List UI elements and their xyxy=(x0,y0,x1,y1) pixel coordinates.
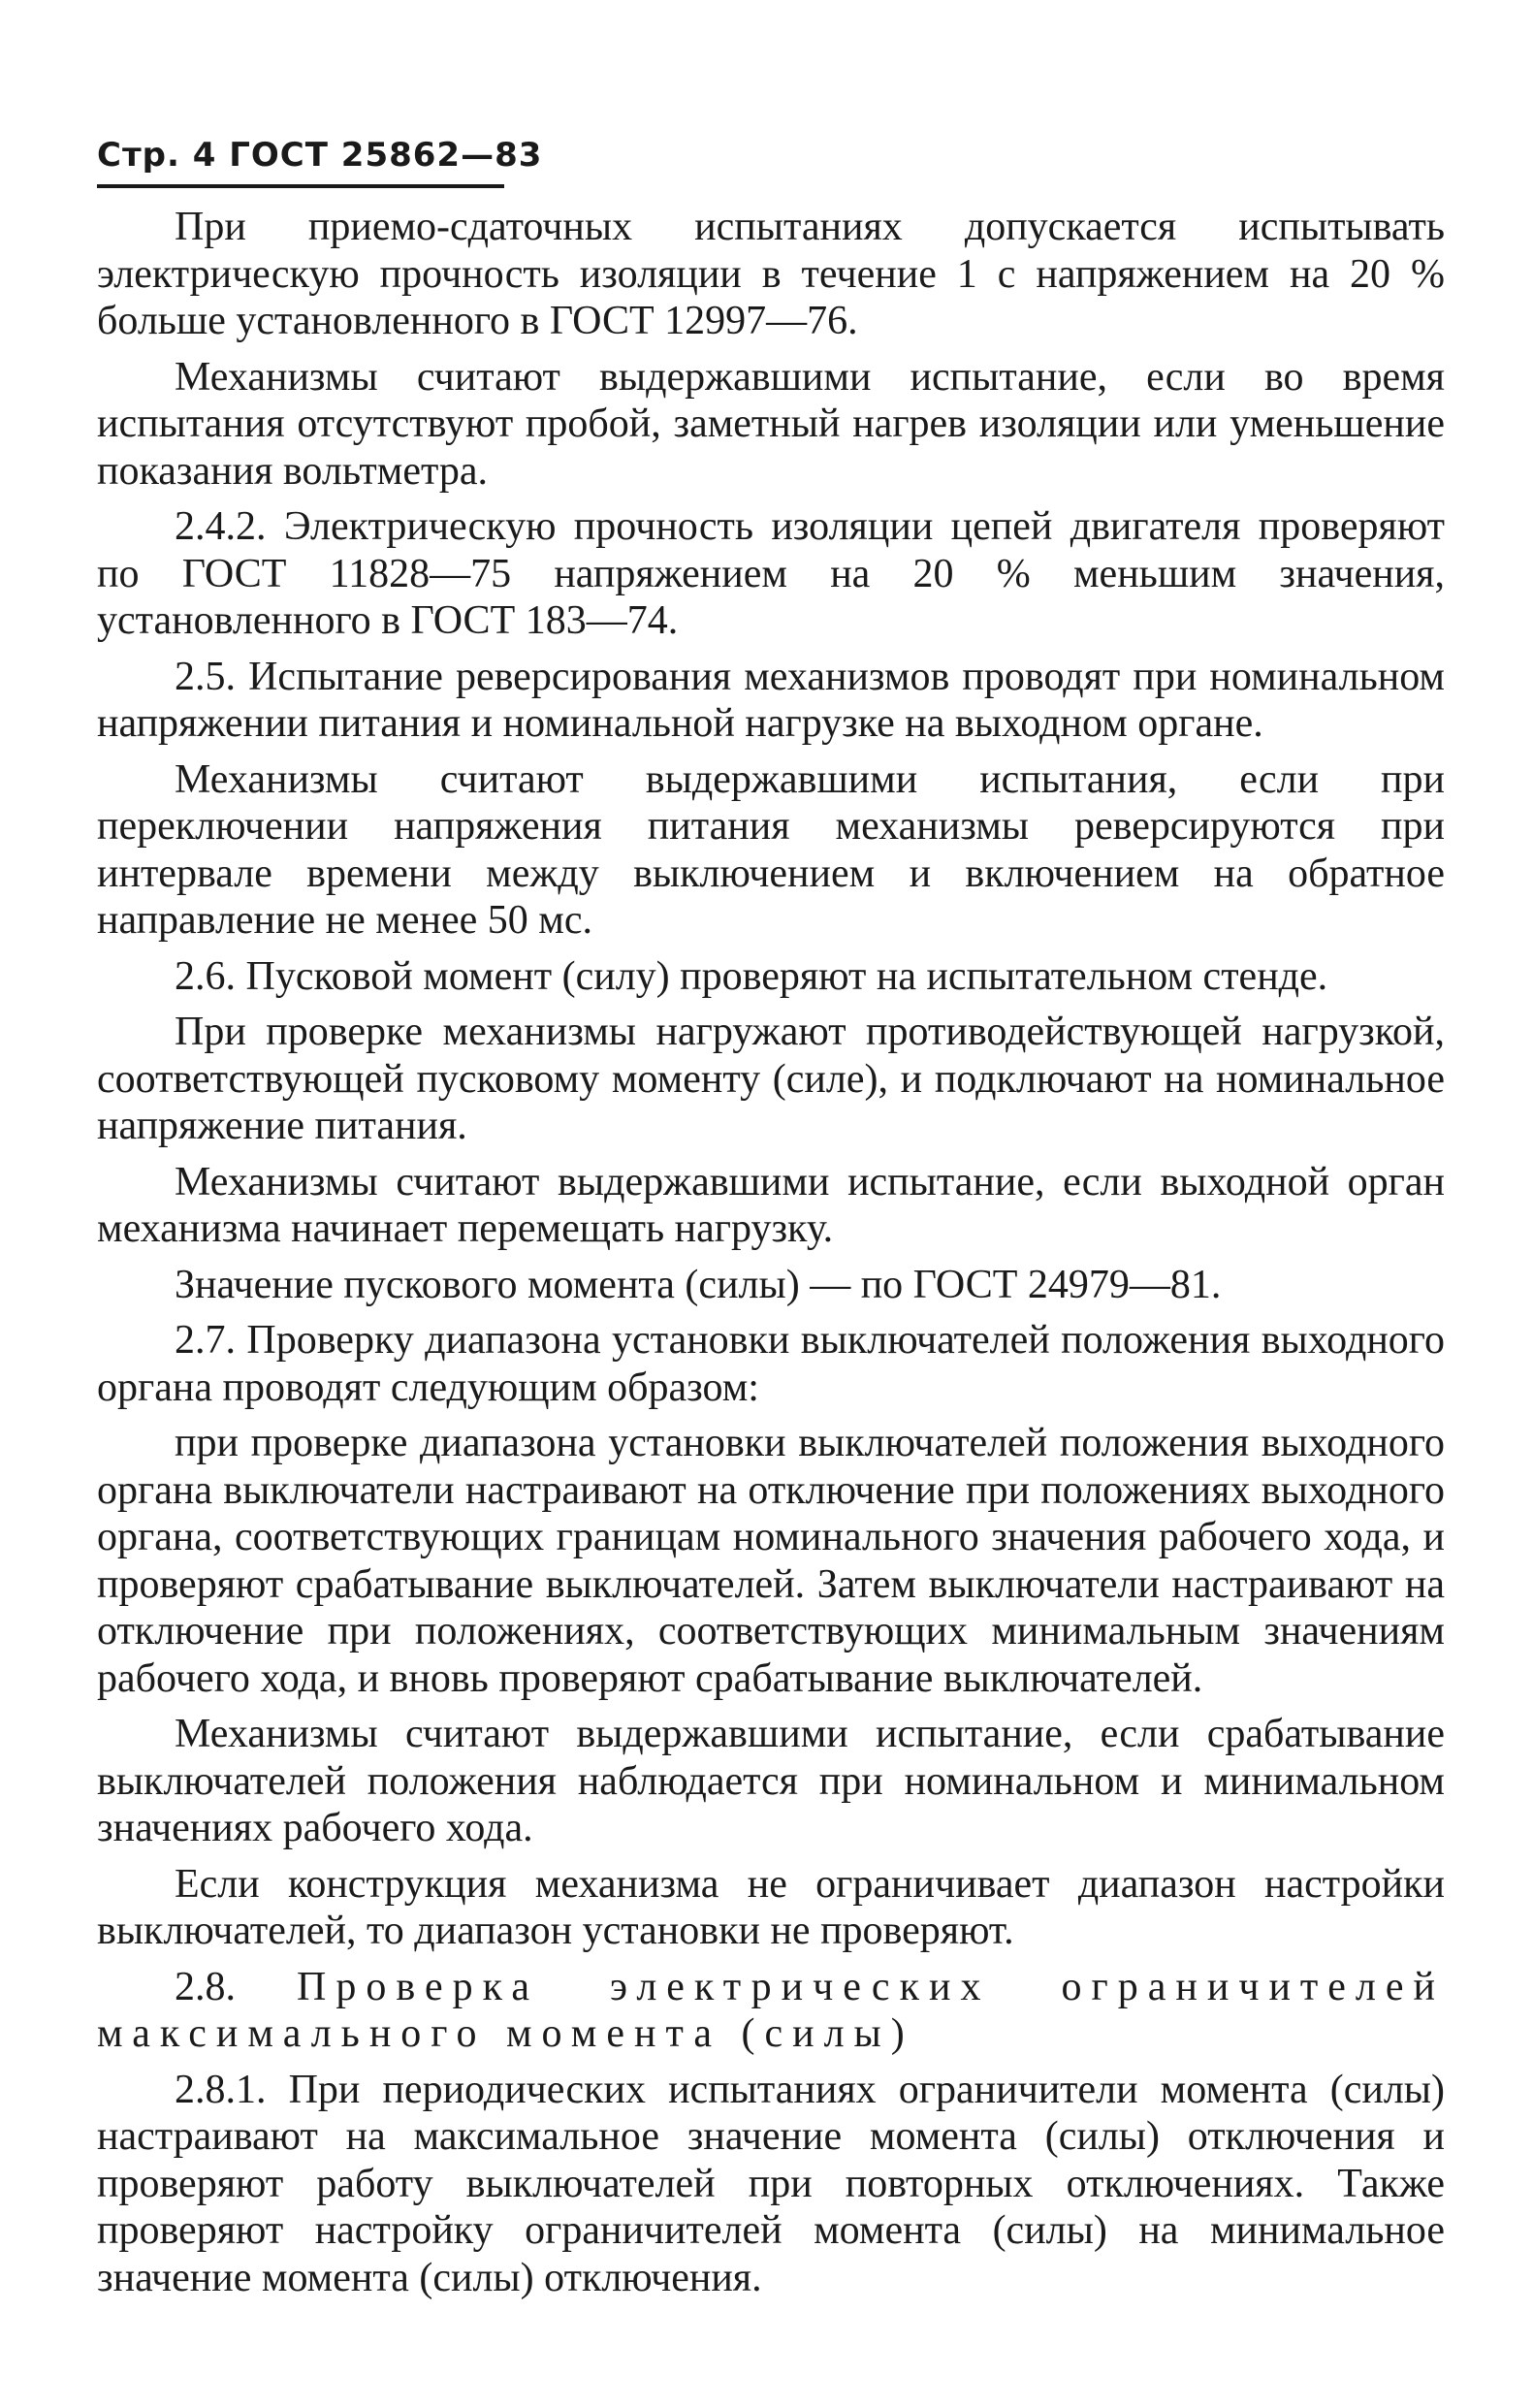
page-header: Стр. 4 ГОСТ 25862—83 xyxy=(97,136,543,175)
paragraph: 2.4.2. Электрическую прочность изоляции цепей двигателя проверяют по ГОСТ 11828—75 напряжением на 20 % меньшим значения, установленного в ГОСТ 183—74. xyxy=(97,504,1445,643)
paragraph-2-8-1: 2.8.1. При периодических испытаниях ограничители момента (силы) настраивают на максимальное значение момента (силы) отключения и проверяют работу выключателей при повторных отключениях. Также проверяют настройку ограничителей момента (силы) на минимальное значение момента (силы) отключения. xyxy=(97,2067,1445,2300)
document-body xyxy=(97,204,1445,2310)
paragraph: Механизмы считают выдержавшими испытание, если выходной орган механизма начинает перемещать нагрузку. xyxy=(97,1159,1445,1251)
paragraph: Механизмы считают выдержавшими испытание, если во время испытания отсутствуют пробой, заметный нагрев изоляции или уменьшение показания вольтметра. xyxy=(97,354,1445,494)
paragraph: Если конструкция механизма не ограничивает диапазон настройки выключателей, то диапазон установки не проверяют. xyxy=(97,1861,1445,1953)
paragraph: Механизмы считают выдержавшими испытание, если срабатывание выключателей положения наблюдается при номинальном и минимальном значениях рабочего хода. xyxy=(97,1712,1445,1850)
paragraph: 2.7. Проверку диапазона установки выключателей положения выходного органа проводят следующим образом: xyxy=(97,1318,1445,1410)
header-rule xyxy=(97,184,504,188)
section-number: 2.8. xyxy=(175,1964,236,2009)
paragraph: При проверке механизмы нагружают противодействующей нагрузкой, соответствующей пусковому моменту (силе), и подключают на номинальное напряжение питания. xyxy=(97,1010,1445,1148)
paragraph: при проверке диапазона установки выключателей положения выходного органа выключатели настраивают на отключение при положениях выходного органа, соответствующих границам номинального значения рабочего хода, и проверяют срабатывание выключателей. Затем выключатели настраивают на отключение при положениях, соответствующих минимальным значениям рабочего хода, и вновь проверяют срабатывание выключателей. xyxy=(97,1421,1445,1701)
paragraph: Механизмы считают выдержавшими испытания, если при переключении напряжения питания механизмы реверсируются при интервале времени между выключением и включением на обратное направление не менее 50 мс. xyxy=(97,756,1445,943)
paragraph: 2.6. Пусковой момент (силу) проверяют на испытательном стенде. xyxy=(175,953,1328,999)
section-title: Проверка электрических ограничителей максимального момента (силы) xyxy=(97,1964,1445,2056)
paragraph: Значение пускового момента (силы) — по ГОСТ 24979—81. xyxy=(175,1262,1222,1307)
paragraph: При приемо-сдаточных испытаниях допускается испытывать электрическую прочность изоляции в течение 1 с напряжением на 20 % больше установленного в ГОСТ 12997—76. xyxy=(97,205,1445,343)
section-heading-2-8 xyxy=(97,1964,1445,2058)
paragraph: 2.5. Испытание реверсирования механизмов проводят при номинальном напряжении питания и номинальной нагрузке на выходном органе. xyxy=(97,654,1445,746)
